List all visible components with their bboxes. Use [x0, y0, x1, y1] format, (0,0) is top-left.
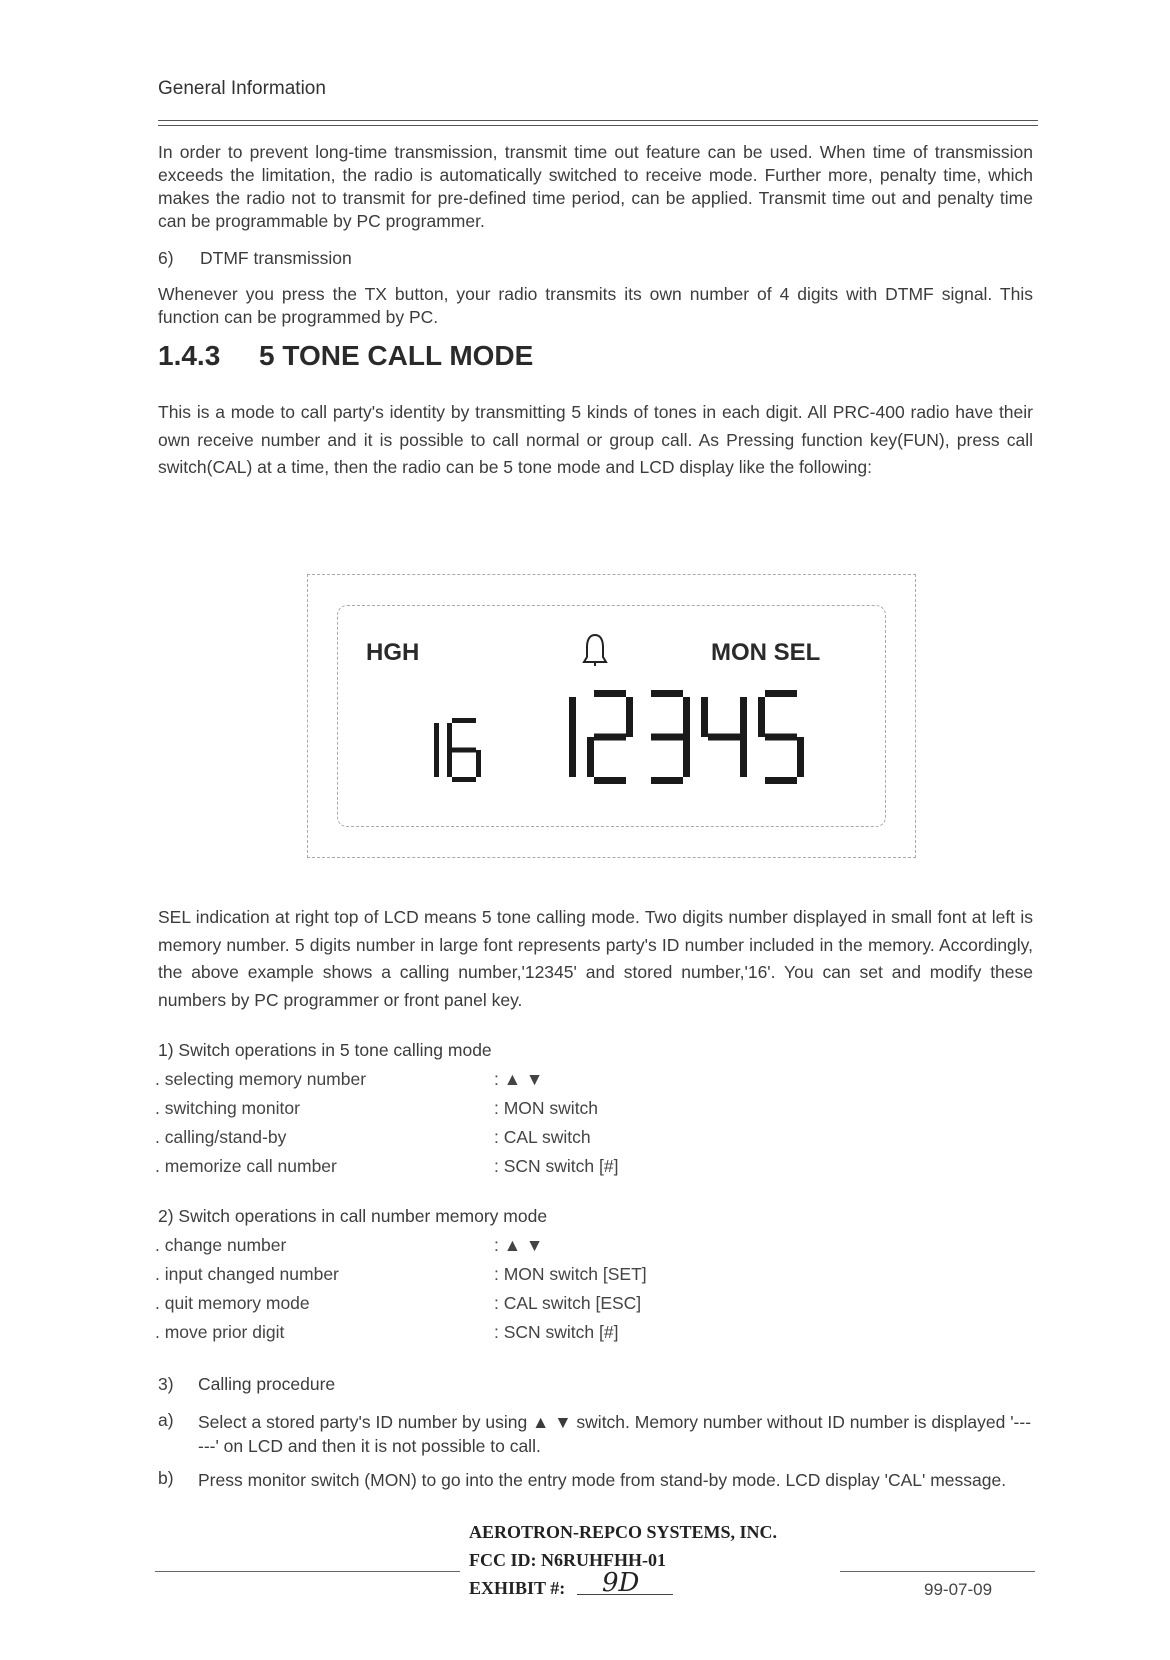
section-title: 5 TONE CALL MODE	[259, 340, 534, 371]
lcd-segment	[740, 697, 747, 737]
lcd-segment	[740, 737, 747, 777]
lcd-segment	[701, 697, 708, 737]
sel-paragraph: SEL indication at right top of LCD means 5 tone calling mode. Two digits number displayed in small font at left is memory number. 5 digits number in large font represents party's ID number included in the memory. Accordingly, the above example shows a calling number,'12345' and stored number,'16'. You can set and modify these numbers by PC programmer or front panel key.	[158, 907, 1033, 1010]
list2-row-value: : ▲ ▼	[494, 1235, 544, 1255]
step-a-number: a)	[158, 1410, 174, 1430]
lcd-segment	[651, 777, 683, 784]
dtmf-paragraph: Whenever you press the TX button, your radio transmits its own number of 4 digits with DTMF signal. This function can be programmed by PC.	[158, 284, 1033, 327]
lcd-segment	[797, 737, 804, 777]
lcd-segment	[683, 737, 690, 777]
list1-row-value: : SCN switch [#]	[494, 1156, 619, 1176]
lcd-segment	[434, 750, 439, 777]
step-b-text: Press monitor switch (MON) to go into the entry mode from stand-by mode. LCD display 'CAL' message.	[198, 1470, 1007, 1490]
section-paragraph: This is a mode to call party's identity by transmitting 5 kinds of tones in each digit. All PRC-400 radio have their own receive number and it is possible to call normal or group call. As Pressing function key(FUN), press call switch(CAL) at a time, then the radio can be 5 tone mode and LCD display like the following:	[158, 402, 1033, 477]
lcd-segment	[447, 723, 452, 750]
list2-row-label: . change number	[155, 1235, 287, 1255]
lcd-label-mon-sel: MON SEL	[711, 639, 821, 666]
lcd-segment	[434, 723, 439, 750]
footer-fcc-id: FCC ID: N6RUHFHH-01	[469, 1550, 666, 1570]
list2-row-label: . move prior digit	[155, 1322, 285, 1342]
lcd-id-number	[530, 690, 830, 790]
lcd-segment	[758, 697, 765, 737]
lcd-segment	[594, 734, 626, 741]
list2-row-value: : SCN switch [#]	[494, 1322, 619, 1342]
list2-title: 2) Switch operations in call number memory mode	[158, 1206, 548, 1226]
item-3-number: 3)	[158, 1374, 174, 1394]
list1-row-label: . selecting memory number	[155, 1069, 367, 1089]
header-rule	[158, 120, 1038, 121]
list1-row-value: : CAL switch	[494, 1127, 591, 1147]
lcd-segment	[765, 777, 797, 784]
list1-row-label: . calling/stand-by	[155, 1127, 287, 1147]
lcd-segment	[651, 690, 683, 697]
footer-right-line	[840, 1571, 1035, 1572]
footer-company: AEROTRON-REPCO SYSTEMS, INC.	[469, 1522, 778, 1542]
exhibit-handwritten-value: 9D	[602, 1568, 640, 1598]
item-6-title: DTMF transmission	[200, 248, 352, 268]
list1-row-value: : ▲ ▼	[494, 1069, 544, 1089]
lcd-segment	[476, 750, 481, 777]
lcd-memory-number	[405, 718, 485, 786]
footer-date: 99-07-09	[924, 1580, 993, 1599]
step-a-text: Select a stored party's ID number by using ▲ ▼ switch. Memory number without ID number is displayed '------' on LCD and then it is not possible to call.	[198, 1412, 1032, 1456]
lcd-segment	[569, 737, 576, 777]
lcd-segment	[594, 777, 626, 784]
list1-title: 1) Switch operations in 5 tone calling mode	[158, 1040, 492, 1060]
section-number: 1.4.3	[158, 340, 221, 371]
list1-row-value: : MON switch	[494, 1098, 599, 1118]
lcd-segment	[708, 734, 740, 741]
lcd-segment	[765, 690, 797, 697]
list1-row-label: . switching monitor	[155, 1098, 300, 1118]
lcd-label-hgh: HGH	[366, 639, 420, 666]
lcd-segment	[569, 697, 576, 737]
list1-row-label: . memorize call number	[155, 1156, 337, 1176]
header-rule-double	[158, 125, 1038, 126]
intro-paragraph: In order to prevent long-time transmission, transmit time out feature can be used. When time of transmission exceeds the limitation, the radio is automatically switched to receive mode. Further more, penalty time, which makes the radio not to transmit for pre-defined time period, can be applied. Transmit time out and penalty time can be programmable by PC programmer.	[158, 142, 1033, 231]
list2-row-value: : MON switch [SET]	[494, 1264, 647, 1284]
page-header: General Information	[158, 78, 326, 99]
lcd-segment	[683, 697, 690, 737]
item-6-number: 6)	[158, 248, 174, 268]
footer-exhibit-label: EXHIBIT #:	[469, 1578, 566, 1598]
list2-row-value: : CAL switch [ESC]	[494, 1293, 642, 1313]
lcd-segment	[765, 734, 797, 741]
step-b-number: b)	[158, 1468, 174, 1488]
lcd-segment	[452, 777, 476, 782]
lcd-segment	[452, 718, 476, 723]
lcd-segment	[447, 750, 452, 777]
item-3-title: Calling procedure	[198, 1374, 336, 1394]
lcd-segment	[452, 748, 476, 753]
bell-icon	[581, 632, 609, 668]
lcd-segment	[651, 734, 683, 741]
lcd-segment	[587, 737, 594, 777]
section-heading	[158, 340, 533, 372]
lcd-segment	[626, 697, 633, 737]
list2-row-label: . input changed number	[155, 1264, 339, 1284]
list2-row-label: . quit memory mode	[155, 1293, 310, 1313]
footer-left-line	[155, 1571, 460, 1572]
lcd-segment	[594, 690, 626, 697]
